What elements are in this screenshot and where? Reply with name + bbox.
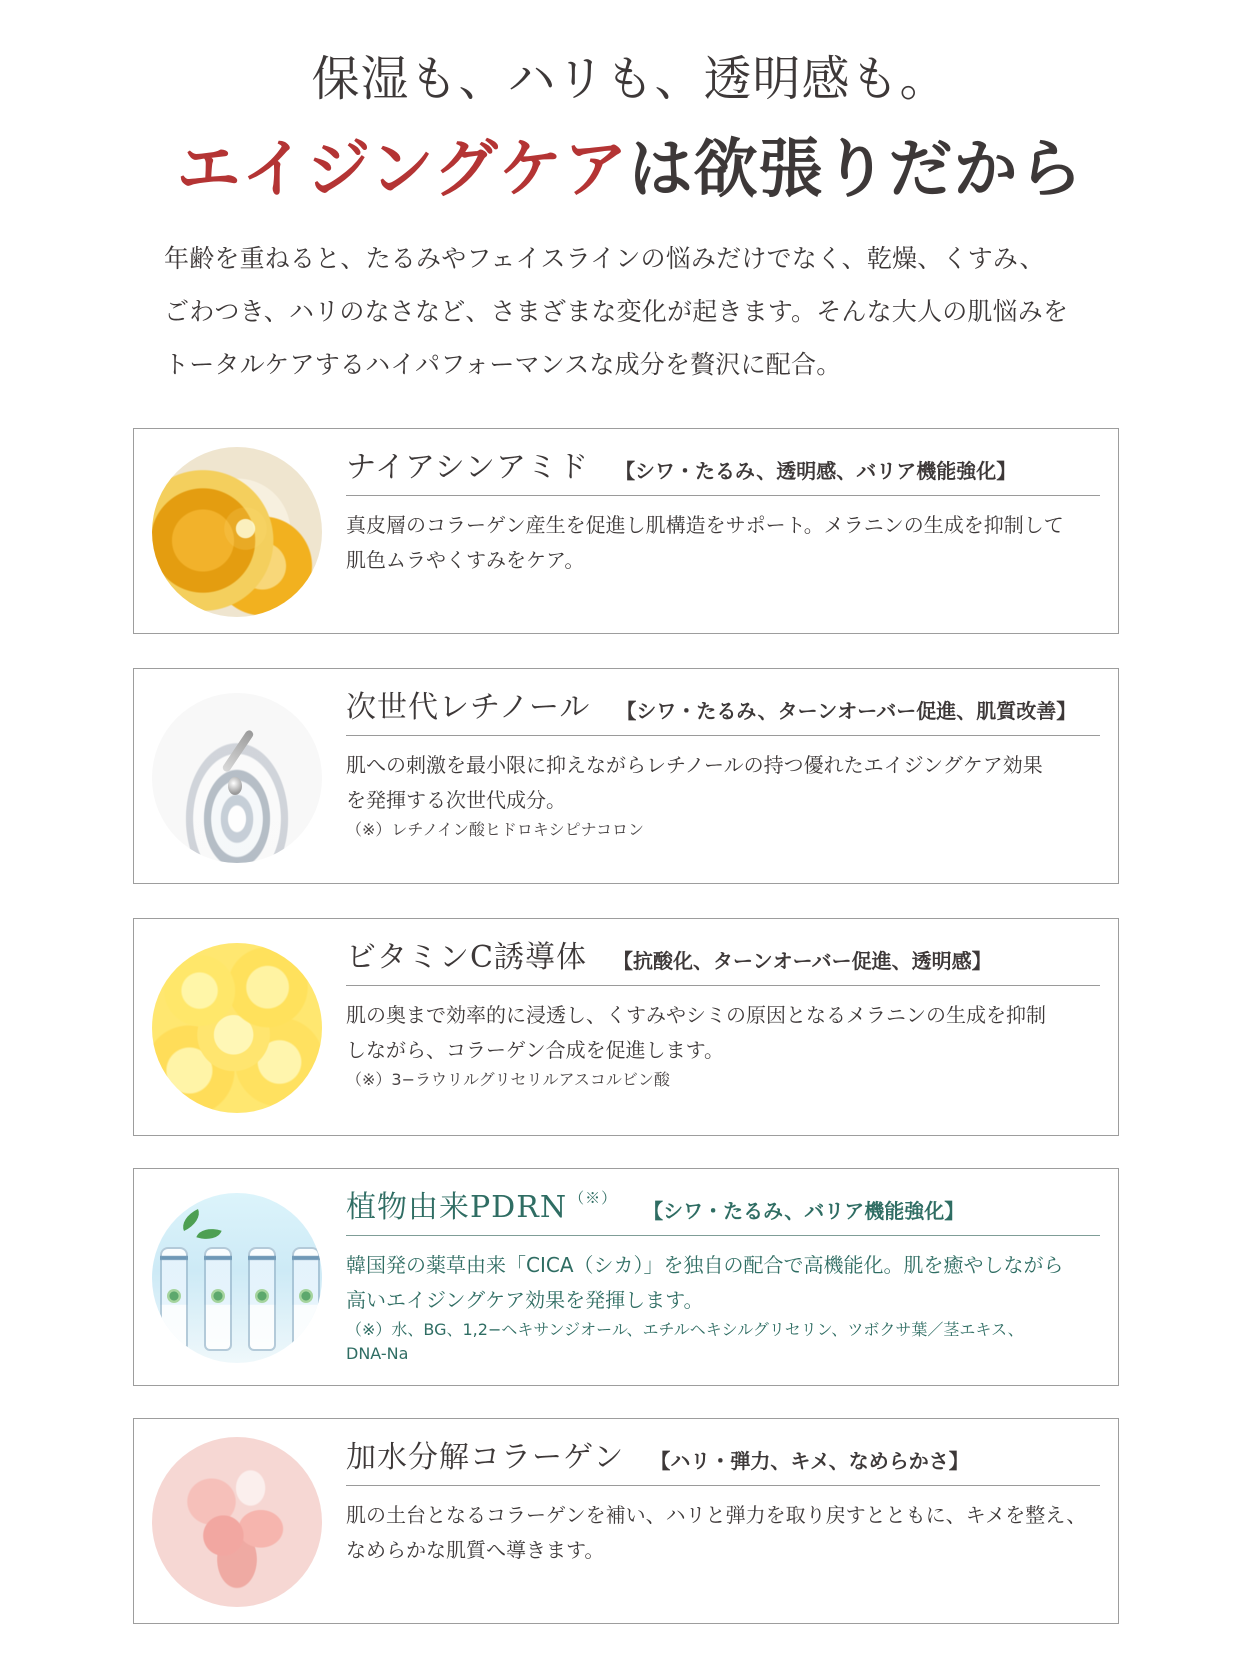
intro-copy bbox=[164, 232, 1124, 391]
ingredient-card-content bbox=[346, 940, 1100, 1092]
ingredient-description-line: 肌の奥まで効率的に浸透し、くすみやシミの原因となるメラニンの生成を抑制 bbox=[346, 1003, 1046, 1027]
ingredient-card-pdrn bbox=[133, 1168, 1119, 1386]
ingredient-title: 加水分解コラーゲン bbox=[346, 1440, 625, 1475]
ingredient-description-line: を発揮する次世代成分。 bbox=[346, 788, 566, 812]
retinol-image-icon bbox=[152, 693, 322, 863]
intro-line-3: トータルケアするハイパフォーマンスな成分を贅沢に配合。 bbox=[164, 350, 842, 379]
ingredient-description bbox=[346, 748, 1100, 818]
ingredient-description-line: しながら、コラーゲン合成を促進します。 bbox=[346, 1038, 724, 1062]
vial-icon bbox=[248, 1247, 276, 1351]
ingredient-note-line: （※）水、BG、1,2−ヘキサンジオール、エチルヘキシルグリセリン、ツボクサ葉／茎エキス、 bbox=[346, 1320, 1024, 1339]
ingredient-card-content bbox=[346, 1189, 1100, 1366]
ingredient-note-line: DNA-Na bbox=[346, 1344, 409, 1363]
hero-headline-line-1: 保湿も、ハリも、透明感も。 bbox=[311, 51, 949, 107]
ingredient-description-line: 真皮層のコラーゲン産生を促進し肌構造をサポート。メラニンの生成を抑制して bbox=[346, 513, 1064, 537]
ingredient-tag: 【シワ・たるみ、バリア機能強化】 bbox=[643, 1199, 965, 1223]
niacinamide-image-icon bbox=[152, 447, 322, 617]
ingredient-card-content bbox=[346, 1440, 1100, 1568]
ingredient-card-collagen bbox=[133, 1418, 1119, 1624]
hero-headline-line-2 bbox=[0, 118, 1260, 210]
collagen-image-icon bbox=[152, 1437, 322, 1607]
vitamin-c-image-icon bbox=[152, 943, 322, 1113]
ingredient-card-content bbox=[346, 450, 1100, 578]
intro-line-1: 年齢を重ねると、たるみやフェイスラインの悩みだけでなく、乾燥、くすみ、 bbox=[164, 244, 1045, 273]
ingredient-description bbox=[346, 1248, 1100, 1318]
ingredient-description-line: 高いエイジングケア効果を発揮します。 bbox=[346, 1288, 704, 1312]
ingredient-card-content bbox=[346, 690, 1100, 842]
ingredient-card-header bbox=[346, 1440, 1100, 1486]
ingredient-card-niacinamide bbox=[133, 428, 1119, 634]
ingredient-description-line: なめらかな肌質へ導きます。 bbox=[346, 1538, 605, 1562]
vial-icon bbox=[204, 1247, 232, 1351]
ingredient-card-retinol bbox=[133, 668, 1119, 884]
ingredient-description-line: 肌への刺激を最小限に抑えながらレチノールの持つ優れたエイジングケア効果 bbox=[346, 753, 1043, 777]
ingredient-card-header bbox=[346, 450, 1100, 496]
ingredient-description-line: 肌の土台となるコラーゲンを補い、ハリと弾力を取り戻すとともに、キメを整え、 bbox=[346, 1503, 1087, 1527]
ingredient-title-text: 植物由来PDRN bbox=[346, 1190, 568, 1225]
ingredient-title: ビタミンC誘導体 bbox=[346, 940, 587, 975]
hero-headline-rest: は欲張りだから bbox=[628, 132, 1084, 207]
pdrn-image-icon bbox=[152, 1193, 322, 1363]
leaf-icon bbox=[196, 1224, 221, 1244]
ingredient-card-header bbox=[346, 690, 1100, 736]
ingredient-card-header bbox=[346, 1189, 1100, 1236]
ingredient-title bbox=[346, 1189, 618, 1225]
ingredient-note bbox=[346, 1318, 1100, 1366]
ingredient-description bbox=[346, 1498, 1100, 1568]
ingredient-card-header bbox=[346, 940, 1100, 986]
vial-icon bbox=[160, 1247, 188, 1351]
ingredient-description bbox=[346, 508, 1100, 578]
ingredient-tag: 【シワ・たるみ、透明感、バリア機能強化】 bbox=[615, 459, 1017, 483]
ingredient-note: （※）3−ラウリルグリセリルアスコルビン酸 bbox=[346, 1070, 670, 1089]
ingredient-tag: 【抗酸化、ターンオーバー促進、透明感】 bbox=[612, 949, 992, 973]
ingredient-title: 次世代レチノール bbox=[346, 690, 591, 725]
ingredient-tag: 【ハリ・弾力、キメ、なめらかさ】 bbox=[650, 1449, 969, 1473]
ingredient-description-line: 肌色ムラやくすみをケア。 bbox=[346, 548, 585, 572]
ingredient-note: （※）レチノイン酸ヒドロキシピナコロン bbox=[346, 820, 645, 839]
ingredient-title: ナイアシンアミド bbox=[346, 450, 590, 485]
ingredient-description bbox=[346, 998, 1100, 1068]
ingredient-title-superscript: （※） bbox=[569, 1189, 618, 1207]
hero-headline-accent: エイジングケア bbox=[176, 132, 629, 207]
vial-icon bbox=[292, 1247, 320, 1351]
ingredient-card-vitamin-c bbox=[133, 918, 1119, 1136]
leaf-icon bbox=[178, 1209, 204, 1231]
ingredient-description-line: 韓国発の薬草由来「CICA（シカ）」を独自の配合で高機能化。肌を癒やしながら bbox=[346, 1253, 1064, 1277]
intro-line-2: ごわつき、ハリのなさなど、さまざまな変化が起きます。そんな大人の肌悩みを bbox=[164, 297, 1069, 326]
ingredient-tag: 【シワ・たるみ、ターンオーバー促進、肌質改善】 bbox=[616, 699, 1077, 723]
